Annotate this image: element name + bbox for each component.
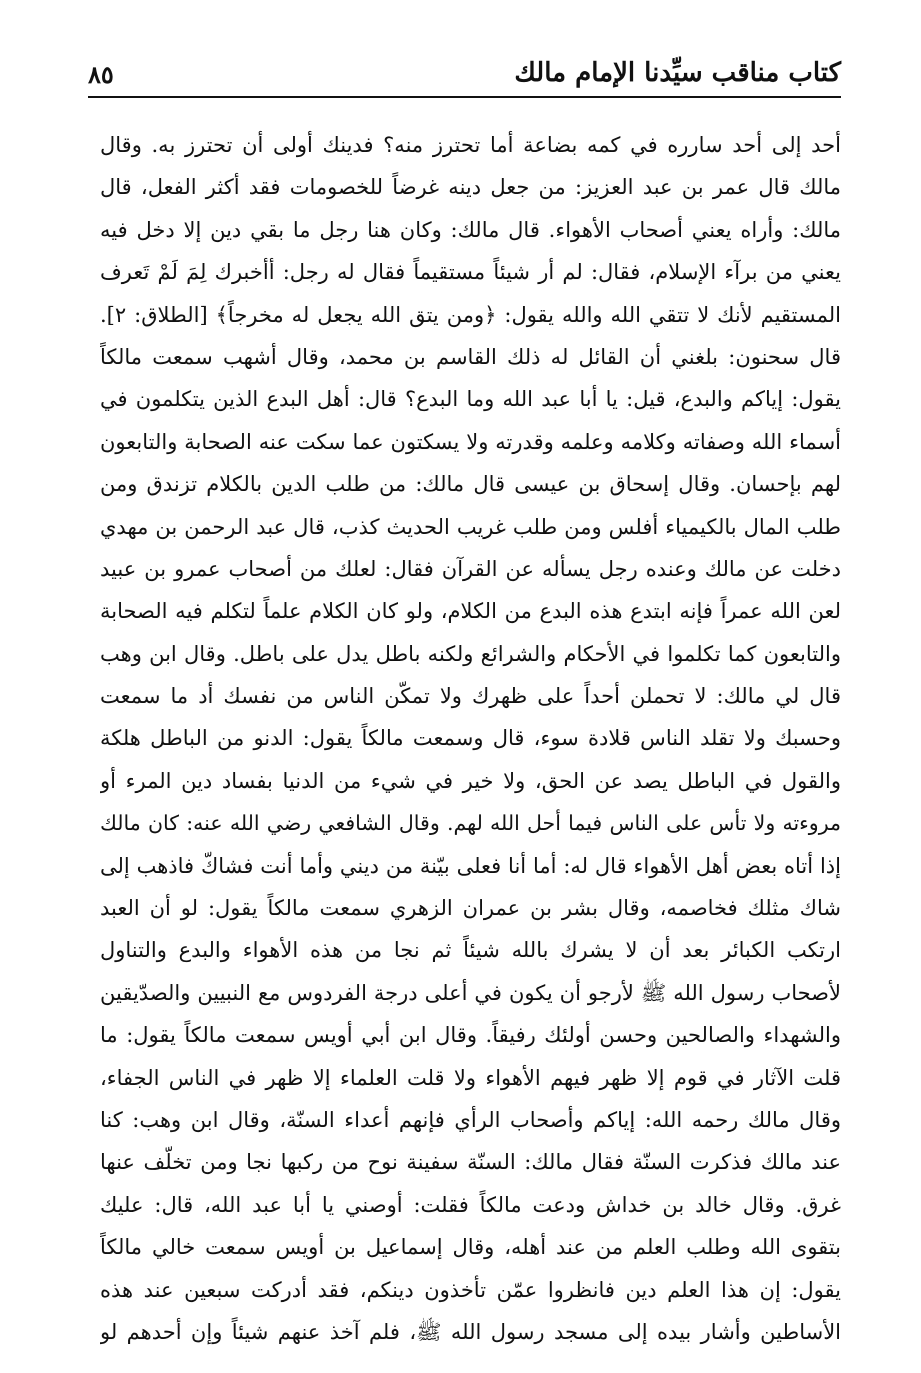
text-line: يقول: إياكم والبدع، قيل: يا أبا عبد الله وما البدع؟ قال: أهل البدع الذين يتكلمون في	[100, 387, 841, 412]
text-line: عند مالك فذكرت السنّة فقال مالك: السنّة سفينة نوح من ركبها نجا ومن تخلّف عنها	[100, 1150, 841, 1175]
text-line: غرق. وقال خالد بن خداش ودعت مالكاً فقلت: أوصني يا أبا عبد الله، قال: عليك	[100, 1192, 841, 1217]
book-title: كتاب مناقب سيِّدنا الإمام مالك	[514, 58, 841, 88]
text-line: إذا أتاه بعض أهل الأهواء قال له: أما أنا فعلى بيّنة من ديني وأما أنت فشاكّ فاذهب إلى	[100, 853, 841, 878]
text-line: مالك: وأراه يعني أصحاب الأهواء. قال مالك: وكان هنا رجل ما بقي دين إلا دخل فيه	[100, 217, 841, 242]
running-header	[88, 58, 841, 98]
text-line: الأساطين وأشار بيده إلى مسجد رسول الله ﷺ، فلم آخذ عنهم شيئاً وإن أحدهم لو	[100, 1319, 841, 1344]
text-line: المستقيم لأنك لا تتقي الله والله يقول: ﴿ومن يتق الله يجعل له مخرجاً﴾ [الطلاق: ٢].	[100, 302, 841, 327]
text-line: لعن الله عمراً فإنه ابتدع هذه البدع من الكلام، ولو كان الكلام علماً لتكلم فيه الصحابة	[100, 599, 841, 624]
text-line: مروءته ولا تأس على الناس فيما أحل الله لهم. وقال الشافعي رضي الله عنه: كان مالك	[100, 811, 841, 836]
text-line: والشهداء والصالحين وحسن أولئك رفيقاً. وقال ابن أبي أويس سمعت مالكاً يقول: ما	[100, 1023, 841, 1048]
text-line: يقول: إن هذا العلم دين فانظروا عمّن تأخذون دينكم، فقد أدركت سبعين عند هذه	[100, 1277, 841, 1302]
text-line: مالك قال عمر بن عبد العزيز: من جعل دينه غرضاً للخصومات فقد أكثر الفعل، قال	[100, 175, 841, 200]
text-line: أسماء الله وصفاته وكلامه وعلمه وقدرته ولا يسكتون عما سكت عنه الصحابة والتابعون	[100, 429, 841, 454]
text-line: ارتكب الكبائر بعد أن لا يشرك بالله شيئاً ثم نجا من هذه الأهواء والبدع والتناول	[100, 938, 841, 963]
text-line: والقول في الباطل يصد عن الحق، ولا خير في شيء من الدنيا بفساد دين المرء أو	[100, 768, 841, 793]
text-line: وقال مالك رحمه الله: إياكم وأصحاب الرأي فإنهم أعداء السنّة، وقال ابن وهب: كنا	[100, 1107, 841, 1132]
page-number: ٨٥	[88, 60, 114, 89]
text-line: لأصحاب رسول الله ﷺ لأرجو أن يكون في أعلى درجة الفردوس مع النبيين والصدّيقين	[100, 980, 841, 1005]
text-line: قال لي مالك: لا تحملن أحداً على ظهرك ولا تمكّن الناس من نفسك أد ما سمعت	[100, 684, 841, 709]
text-line: شاك مثلك فخاصمه، وقال بشر بن عمران الزهري سمعت مالكاً يقول: لو أن العبد	[100, 896, 841, 921]
text-line: طلب المال بالكيمياء أفلس ومن طلب غريب الحديث كذب، قال عبد الرحمن بن مهدي	[100, 514, 841, 539]
text-line: لهم بإحسان. وقال إسحاق بن عيسى قال مالك: من طلب الدين بالكلام تزندق ومن	[100, 472, 841, 497]
text-line: قلت الآثار في قوم إلا ظهر فيهم الأهواء ولا قلت العلماء إلا ظهر في الناس الجفاء،	[100, 1065, 841, 1090]
header-divider	[88, 96, 841, 98]
text-line: دخلت عن مالك وعنده رجل يسأله عن القرآن فقال: لعلك من أصحاب عمرو بن عبيد	[100, 556, 841, 581]
text-line: وحسبك ولا تقلد الناس قلادة سوء، قال وسمعت مالكاً يقول: الدنو من الباطل هلكة	[100, 726, 841, 751]
text-line: يعني من برآء الإسلام، فقال: لم أر شيئاً مستقيماً فقال له رجل: أأخبرك لِمَ لَمْ تَعرف	[100, 260, 841, 285]
text-line: قال سحنون: بلغني أن القائل له ذلك القاسم بن محمد، وقال أشهب سمعت مالكاً	[100, 344, 841, 369]
body-text	[100, 124, 841, 1353]
text-line: والتابعون كما تكلموا في الأحكام والشرائع ولكنه باطل يدل على باطل. وقال ابن وهب	[100, 641, 841, 666]
text-line: أحد إلى أحد سارره في كمه بضاعة أما تحترز منه؟ فدينك أولى أن تحترز به. وقال	[100, 133, 841, 157]
text-line: بتقوى الله وطلب العلم من عند أهله، وقال إسماعيل بن أويس سمعت خالي مالكاً	[100, 1235, 841, 1260]
